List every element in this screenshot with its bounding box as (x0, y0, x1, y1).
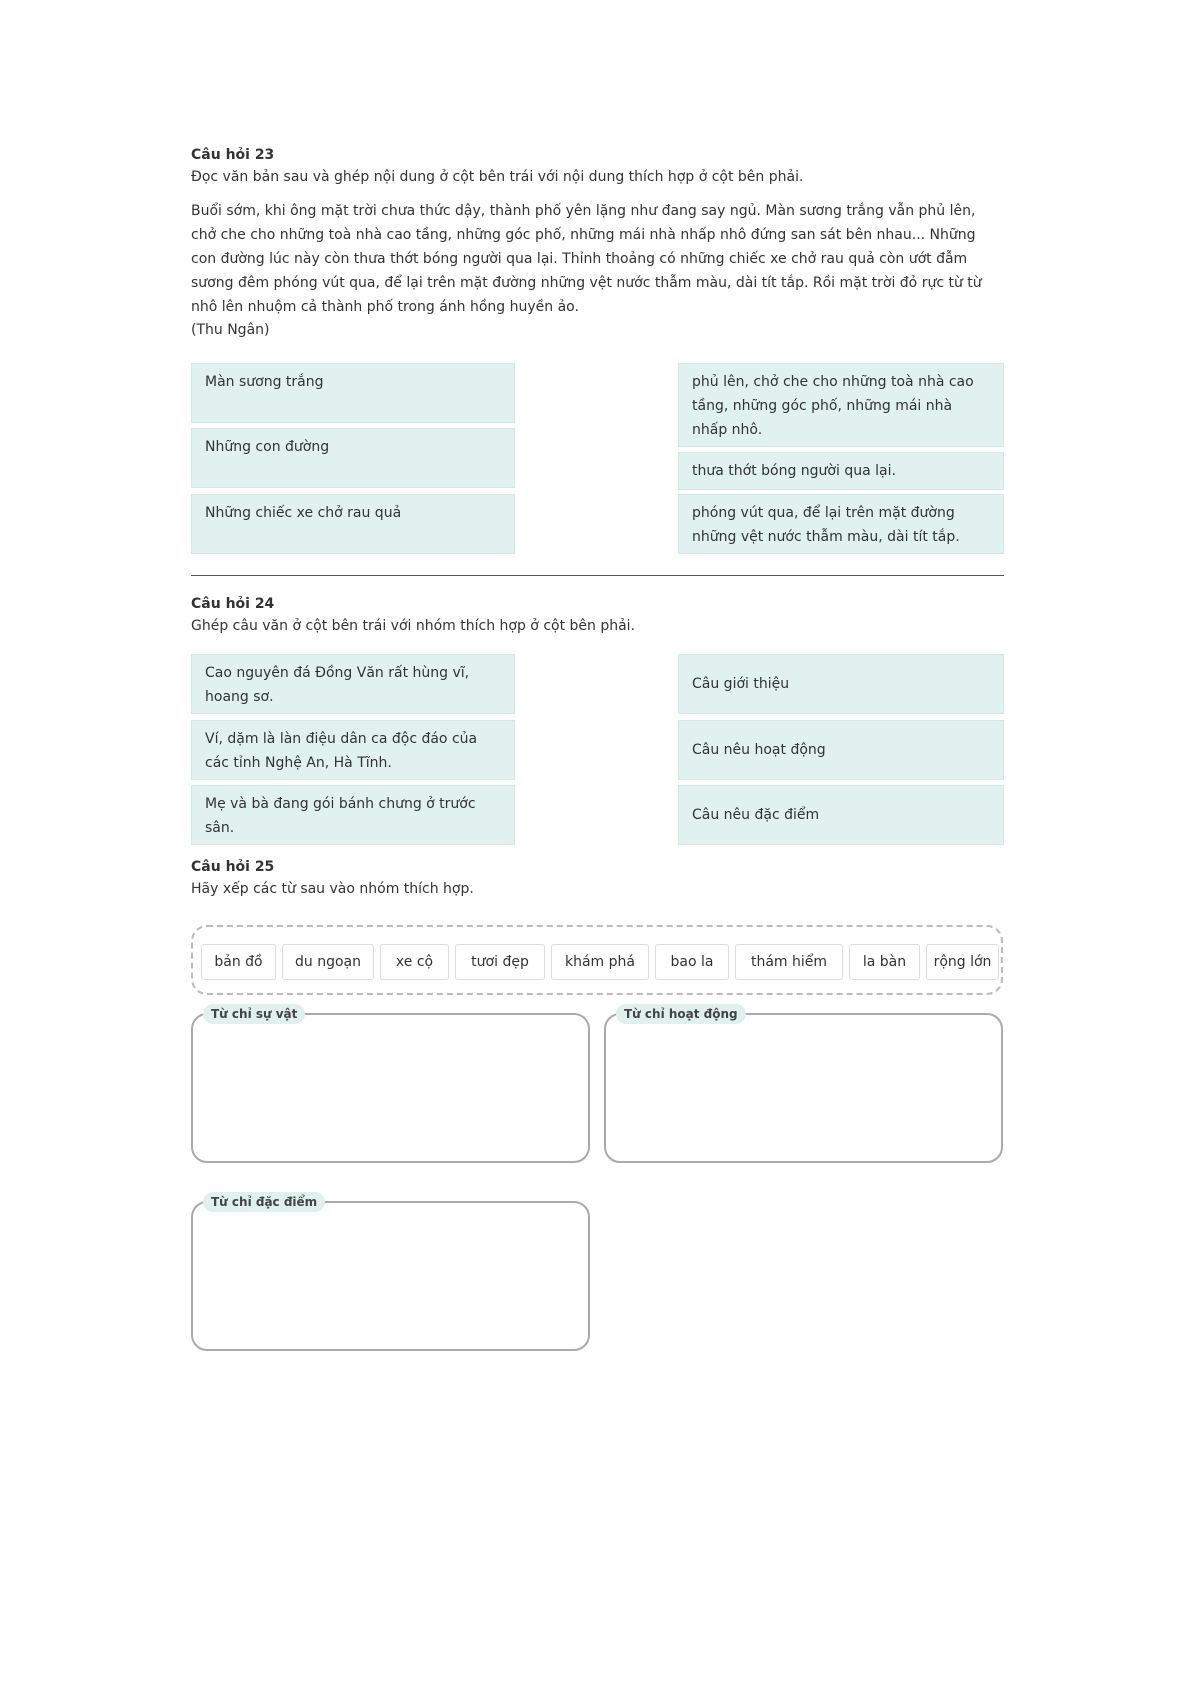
word-chip[interactable]: la bàn (849, 944, 920, 980)
q24-left-item[interactable]: Cao nguyên đá Đồng Văn rất hùng vĩ, hoang sơ. (191, 654, 515, 714)
q23-instruction: Đọc văn bản sau và ghép nội dung ở cột bên trái với nội dung thích hợp ở cột bên phải. (191, 169, 804, 185)
q24-right-item[interactable]: Câu nêu đặc điểm (678, 785, 1004, 845)
q23-left-item[interactable]: Màn sương trắng (191, 363, 515, 423)
q23-right-item[interactable]: phủ lên, chở che cho những toà nhà cao tầng, những góc phố, những mái nhà nhấp nhô. (678, 363, 1004, 447)
word-chip[interactable]: bao la (655, 944, 729, 980)
q24-right-item[interactable]: Câu nêu hoạt động (678, 720, 1004, 780)
group-label: Từ chỉ đặc điểm (203, 1192, 325, 1212)
section-divider (191, 575, 1004, 576)
word-chip[interactable]: xe cộ (380, 944, 449, 980)
q23-left-item[interactable]: Những con đường (191, 428, 515, 488)
q24-instruction: Ghép câu văn ở cột bên trái với nhóm thích hợp ở cột bên phải. (191, 618, 636, 634)
word-bank (191, 925, 1003, 995)
word-chip[interactable]: rộng lớn (926, 944, 999, 980)
q24-left-item[interactable]: Mẹ và bà đang gói bánh chưng ở trước sân. (191, 785, 515, 845)
q23-right-item[interactable]: phóng vút qua, để lại trên mặt đường những vệt nước thẫm màu, dài tít tắp. (678, 494, 1004, 554)
word-chip[interactable]: tươi đẹp (455, 944, 545, 980)
q25-title: Câu hỏi 25 (191, 859, 275, 875)
q23-left-item[interactable]: Những chiếc xe chở rau quả (191, 494, 515, 554)
worksheet (191, 145, 1004, 1209)
q23-author: (Thu Ngân) (191, 322, 270, 338)
q25-instruction: Hãy xếp các từ sau vào nhóm thích hợp. (191, 881, 474, 897)
word-chip[interactable]: khám phá (551, 944, 649, 980)
group-box-things[interactable] (191, 1007, 590, 1163)
q24-right-item[interactable]: Câu giới thiệu (678, 654, 1004, 714)
word-chip[interactable]: du ngoạn (282, 944, 374, 980)
group-label: Từ chỉ sự vật (203, 1004, 305, 1024)
group-box-characteristics[interactable] (191, 1195, 590, 1351)
q23-right-item[interactable]: thưa thớt bóng người qua lại. (678, 452, 1004, 490)
group-label: Từ chỉ hoạt động (616, 1004, 746, 1024)
q23-passage: Buổi sớm, khi ông mặt trời chưa thức dậy, thành phố yên lặng như đang say ngủ. Màn sương trắng vẫn phủ lên, chở che cho những toà nhà cao tầng, những góc phố, những mái nhà nhấp nhô đứng san sát bên nhau... Những con đường lúc này còn thưa thớt bóng người qua lại. Thỉnh thoảng có những chiếc xe chở rau quả còn ướt đẫm sương đêm phóng vút qua, để lại trên mặt đường những vệt nước thẫm màu, dài tít tắp. Rồi mặt trời đỏ rực từ từ nhô lên nhuộm cả thành phố trong ánh hồng huyền ảo. (191, 203, 982, 315)
word-chip[interactable]: bản đồ (201, 944, 276, 980)
q23-title: Câu hỏi 23 (191, 147, 275, 163)
group-box-activities[interactable] (604, 1007, 1003, 1163)
word-chip[interactable]: thám hiểm (735, 944, 843, 980)
q24-left-item[interactable]: Ví, dặm là làn điệu dân ca độc đáo của các tỉnh Nghệ An, Hà Tĩnh. (191, 720, 515, 780)
q24-title: Câu hỏi 24 (191, 596, 275, 612)
